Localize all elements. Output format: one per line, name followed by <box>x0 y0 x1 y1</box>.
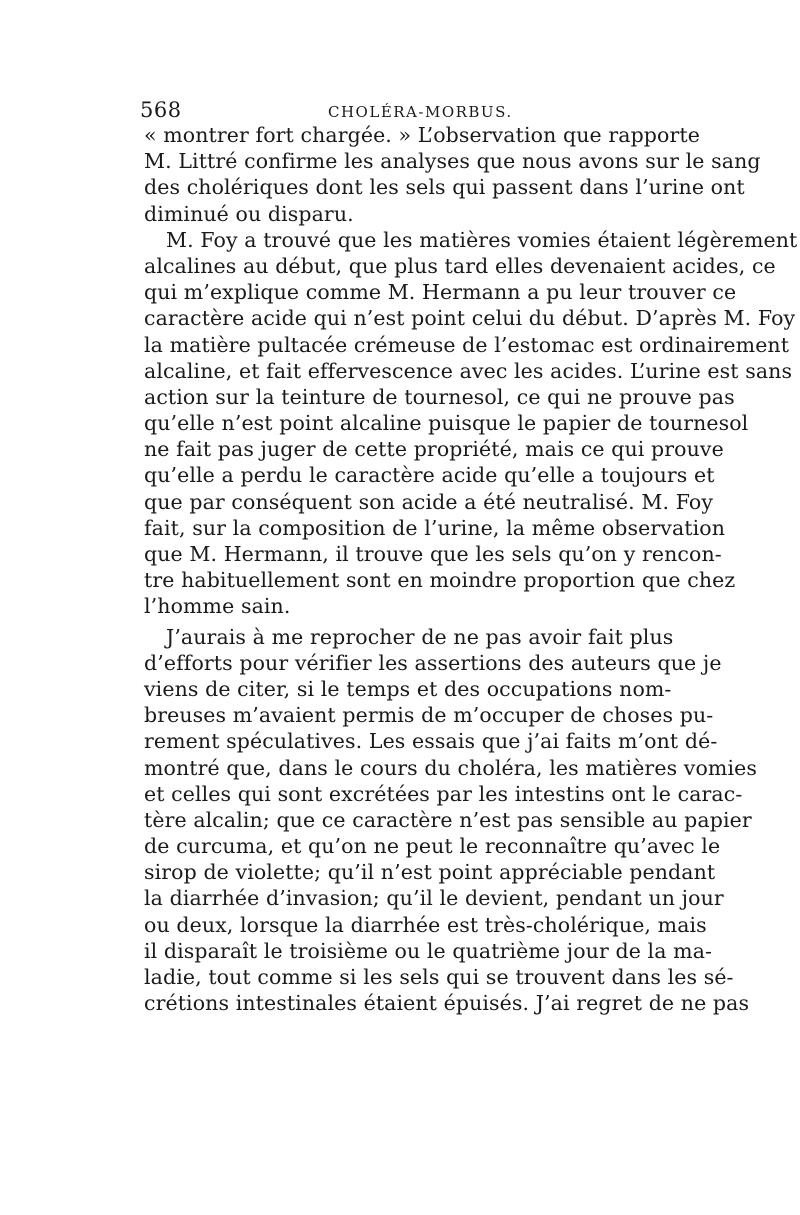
text-line: de curcuma, et qu’on ne peut le reconnaître qu’avec le <box>144 834 721 859</box>
text-line: « montrer fort chargée. » L’observation que rapporte <box>144 123 700 147</box>
text-line: rement spéculatives. Les essais que j’ai faits m’ont dé- <box>144 729 718 754</box>
text-line: tère alcalin; que ce caractère n’est pas sensible au papier <box>144 807 752 832</box>
text-line: sirop de violette; qu’il n’est point appréciable pendant <box>144 860 716 885</box>
text-line: que par conséquent son acide a été neutralisé. M. Foy <box>144 489 714 514</box>
text-line: qui m’explique comme M. Hermann a pu leur trouver ce <box>144 280 737 305</box>
text-line: M. Littré confirme les analyses que nous avons sur le sang <box>144 149 761 174</box>
text-line: viens de citer, si le temps et des occupations nom- <box>144 676 672 701</box>
text-line: qu’elle n’est point alcaline puisque le papier de tournesol <box>144 411 749 436</box>
running-title: CHOLÉRA-MORBUS. <box>328 103 513 121</box>
text-line: montré que, dans le cours du choléra, les matières vomies <box>144 755 757 780</box>
text-line: la diarrhée d’invasion; qu’il le devient, pendant un jour <box>144 886 724 911</box>
body-text <box>144 122 798 1016</box>
text-line: la matière pultacée crémeuse de l’estomac est ordinairement <box>144 332 790 357</box>
text-line: ou deux, lorsque la diarrhée est très-cholérique, mais <box>144 912 707 937</box>
text-line: ne fait pas juger de cette propriété, mais ce qui prouve <box>144 437 724 462</box>
text-line: des cholériques dont les sels qui passent dans l’urine ont <box>144 175 745 200</box>
text-line: action sur la teinture de tournesol, ce qui ne prouve pas <box>144 384 735 409</box>
text-line: il disparaît le troisième ou le quatrième jour de la ma- <box>144 938 713 963</box>
text-line: alcalines au début, que plus tard elles devenaient acides, ce <box>144 253 776 278</box>
text-line: diminué ou disparu. <box>144 201 354 226</box>
text-line: l’homme sain. <box>144 594 291 619</box>
text-line: que M. Hermann, il trouve que les sels qu’on y rencon- <box>144 542 722 566</box>
text-line: fait, sur la composition de l’urine, la même observation <box>144 515 726 540</box>
text-line: tre habituellement sont en moindre proportion que chez <box>144 568 736 593</box>
text-line: breuses m’avaient permis de m’occuper de choses pu- <box>144 703 714 728</box>
text-line: alcaline, et fait effervescence avec les acides. L’urine est sans <box>144 358 793 383</box>
text-line: caractère acide qui n’est point celui du début. D’après M. Foy <box>144 306 796 331</box>
text-line: crétions intestinales étaient épuisés. J’ai regret de ne pas <box>144 991 750 1016</box>
text-line: et celles qui sont excrétées par les intestins ont le carac- <box>144 781 743 806</box>
text-line: M. Foy a trouvé que les matières vomies étaient légèrement <box>166 227 798 252</box>
text-line: ladie, tout comme si les sels qui se trouvent dans les sé- <box>144 965 734 989</box>
page-number: 568 <box>140 98 182 122</box>
text-line: J’aurais à me reprocher de ne pas avoir fait plus <box>166 624 674 649</box>
text-line: qu’elle a perdu le caractère acide qu’elle a toujours et <box>144 463 715 488</box>
text-line: d’efforts pour vérifier les assertions des auteurs que je <box>144 650 722 675</box>
